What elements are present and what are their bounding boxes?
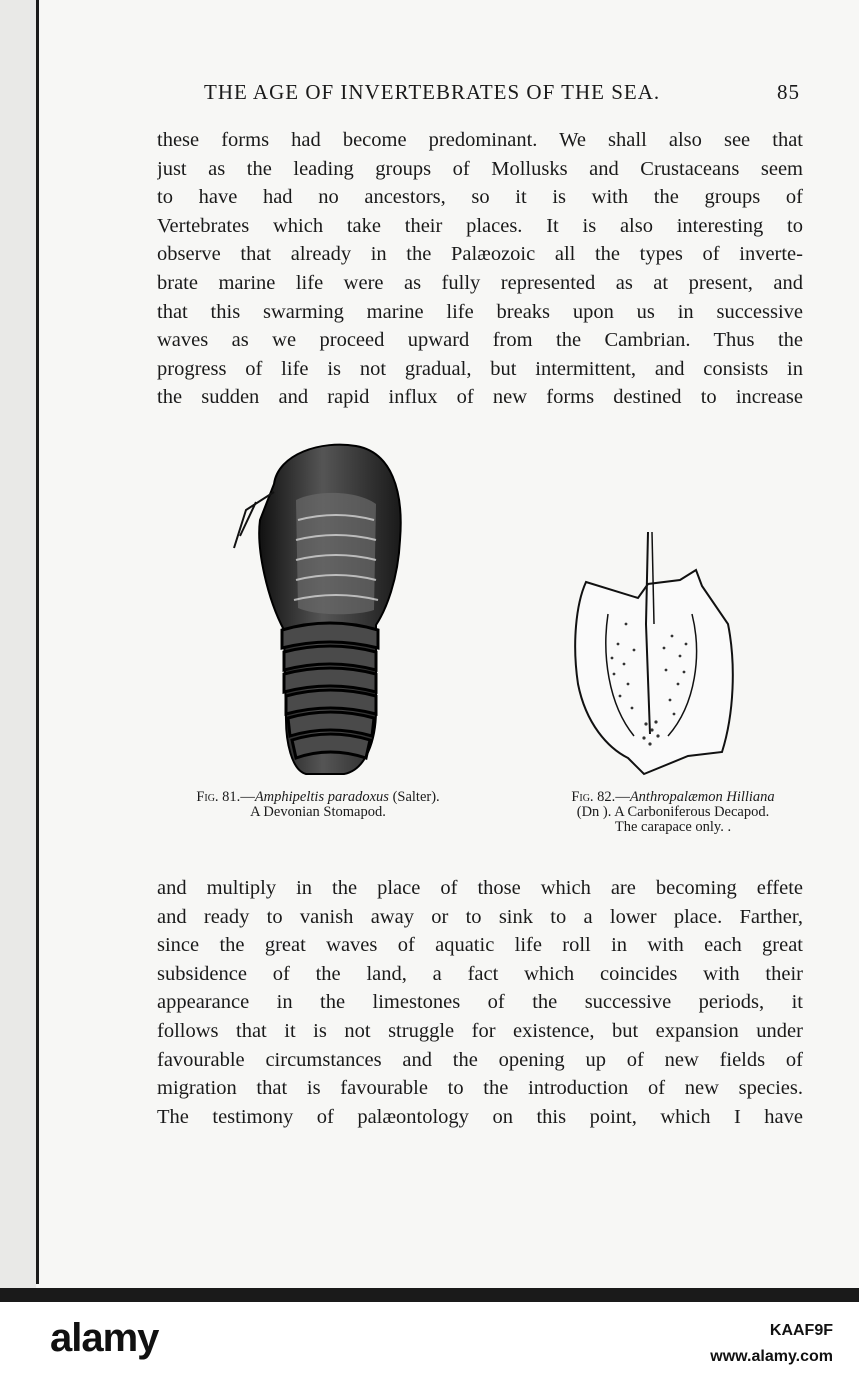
- text-line: the sudden and rapid influx of new forms destined to increase: [157, 386, 803, 409]
- page-number: 85: [777, 80, 800, 104]
- text-line: Vertebrates which take their places. It is also interesting to: [157, 214, 803, 237]
- paragraph-bottom: [157, 874, 803, 1131]
- text-line: since the great waves of aquatic life roll in with each great: [157, 934, 803, 957]
- figure-82-caption: [530, 790, 816, 835]
- figure-81-caption: [158, 790, 478, 820]
- text-line: progress of life is not gradual, but intermittent, and consists in: [157, 357, 803, 380]
- text-line: favourable circumstances and the opening up of new fields of: [157, 1048, 803, 1071]
- text-line: migration that is favourable to the introduction of new species.: [157, 1077, 803, 1100]
- figure-81-stomapod-illustration: [226, 440, 410, 780]
- paragraph-top: [157, 126, 803, 412]
- running-title: THE AGE OF INVERTEBRATES OF THE SEA.: [204, 80, 661, 104]
- figure-82-caption-line2: [530, 805, 816, 820]
- figure-82-species: Anthropalæmon Hilliana: [629, 789, 775, 805]
- text-line: just as the leading groups of Mollusks and Crustaceans seem: [157, 157, 803, 180]
- spine-line: [36, 0, 39, 1284]
- text-line: The testimony of palæontology on this point, which I have: [157, 1105, 803, 1128]
- text-line: to have had no ancestors, so it is with the groups of: [157, 186, 803, 209]
- running-header: [160, 80, 800, 110]
- figure-81-label: Fig. 81.: [196, 789, 241, 805]
- stock-site-url: www.alamy.com: [710, 1348, 833, 1365]
- text-line: observe that already in the Palæozoic all the types of inverte-: [157, 243, 803, 266]
- figure-81-author: (Salter).: [392, 789, 440, 805]
- figure-82-note: The carapace only. .: [614, 819, 732, 835]
- scan-bottom-edge: [0, 1288, 859, 1302]
- figure-82-caption-line1: Fig. 82.—Anthropalæmon Hilliana: [571, 789, 775, 805]
- text-line: brate marine life were as fully represented as at present, and: [157, 271, 803, 294]
- text-line: waves as we proceed upward from the Cambrian. Thus the: [157, 329, 803, 352]
- figure-82-decapod-carapace-illustration: [568, 524, 740, 776]
- page-margin: [0, 0, 36, 1288]
- figure-81-species: Amphipeltis paradoxus: [254, 789, 389, 805]
- text-line: and ready to vanish away or to sink to a lower place. Farther,: [157, 905, 803, 928]
- figure-82-description: A Carboniferous Decapod.: [614, 804, 770, 820]
- alamy-logo: alamy: [50, 1316, 159, 1360]
- text-line: these forms had become predominant. We shall also see that: [157, 129, 803, 151]
- stock-image-id: KAAF9F: [769, 1322, 833, 1339]
- text-line: subsidence of the land, a fact which coincides with their: [157, 962, 803, 985]
- text-line: appearance in the limestones of the successive periods, it: [157, 991, 803, 1014]
- text-line: follows that it is not struggle for existence, but expansion under: [157, 1019, 803, 1042]
- figure-81-caption-line1: Fig. 81.—Amphipeltis paradoxus (Salter).: [196, 789, 440, 805]
- figure-82-author: (Dn ).: [576, 804, 612, 820]
- figure-81-description: A Devonian Stomapod.: [250, 804, 386, 820]
- figure-82-label: Fig. 82.: [571, 789, 616, 805]
- text-line: that this swarming marine life breaks upon us in successive: [157, 300, 803, 323]
- text-line: and multiply in the place of those which are becoming effete: [157, 877, 803, 899]
